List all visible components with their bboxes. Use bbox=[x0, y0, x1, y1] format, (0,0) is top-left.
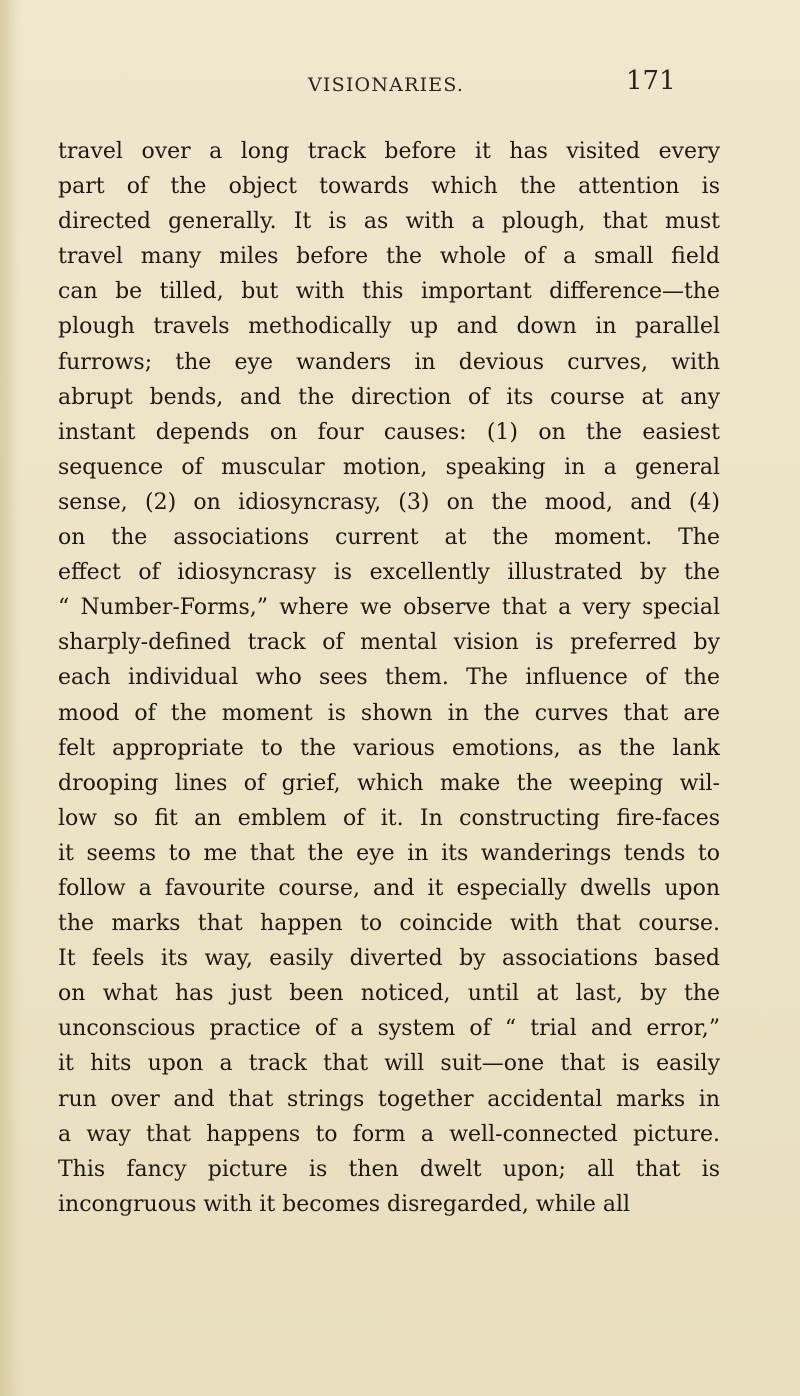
text-line: directed generally. It is as with a plough, that must bbox=[58, 209, 720, 235]
text-line: drooping lines of grief, which make the weeping wil- bbox=[58, 770, 720, 796]
text-line: furrows; the eye wanders in devious curves, with bbox=[58, 349, 720, 375]
text-line: mood of the moment is shown in the curves that are bbox=[58, 700, 720, 726]
page-gutter-shadow bbox=[0, 0, 16, 1396]
text-line: each individual who sees them. The influence of the bbox=[58, 665, 720, 691]
text-line: run over and that strings together accidental marks in bbox=[58, 1086, 720, 1112]
running-head: VISIONARIES. bbox=[308, 74, 465, 96]
text-line: it seems to me that the eye in its wanderings tends to bbox=[58, 840, 720, 866]
text-line: It feels its way, easily diverted by associations based bbox=[58, 946, 720, 972]
text-line: felt appropriate to the various emotions, as the lank bbox=[58, 735, 720, 761]
text-line: This fancy picture is then dwelt upon; all that is bbox=[58, 1156, 720, 1182]
text-line: travel many miles before the whole of a small field bbox=[58, 244, 720, 270]
text-line: instant depends on four causes: (1) on the easiest bbox=[58, 419, 720, 445]
text-line: travel over a long track before it has visited every bbox=[58, 139, 720, 164]
text-line: effect of idiosyncrasy is excellently illustrated by the bbox=[58, 560, 720, 586]
text-line: sharply-defined track of mental vision is preferred by bbox=[58, 630, 720, 656]
text-line: follow a favourite course, and it especially dwells upon bbox=[58, 875, 720, 901]
text-line: can be tilled, but with this important difference—the bbox=[58, 279, 720, 305]
text-line: low so fit an emblem of it. In constructing fire-faces bbox=[58, 805, 720, 831]
text-line: unconscious practice of a system of “ trial and error,” bbox=[58, 1016, 720, 1042]
text-line: sense, (2) on idiosyncrasy, (3) on the mood, and (4) bbox=[58, 489, 720, 515]
text-line: incongruous with it becomes disregarded, while all bbox=[58, 1191, 631, 1217]
text-line: part of the object towards which the attention is bbox=[58, 174, 720, 200]
text-line: on the associations current at the moment. The bbox=[58, 525, 720, 551]
text-line: plough travels methodically up and down in parallel bbox=[58, 314, 720, 340]
text-line: a way that happens to form a well-connected picture. bbox=[58, 1121, 720, 1147]
text-line: “ Number-Forms,” where we observe that a very special bbox=[58, 595, 720, 621]
text-line: abrupt bends, and the direction of its course at any bbox=[58, 384, 720, 410]
page-number: 171 bbox=[626, 66, 676, 96]
body-text bbox=[58, 134, 720, 1222]
text-line: it hits upon a track that will suit—one that is easily bbox=[58, 1051, 720, 1077]
text-line: the marks that happen to coincide with that course. bbox=[58, 911, 720, 937]
text-line: on what has just been noticed, until at last, by the bbox=[58, 981, 720, 1007]
text-line: sequence of muscular motion, speaking in a general bbox=[58, 454, 720, 480]
